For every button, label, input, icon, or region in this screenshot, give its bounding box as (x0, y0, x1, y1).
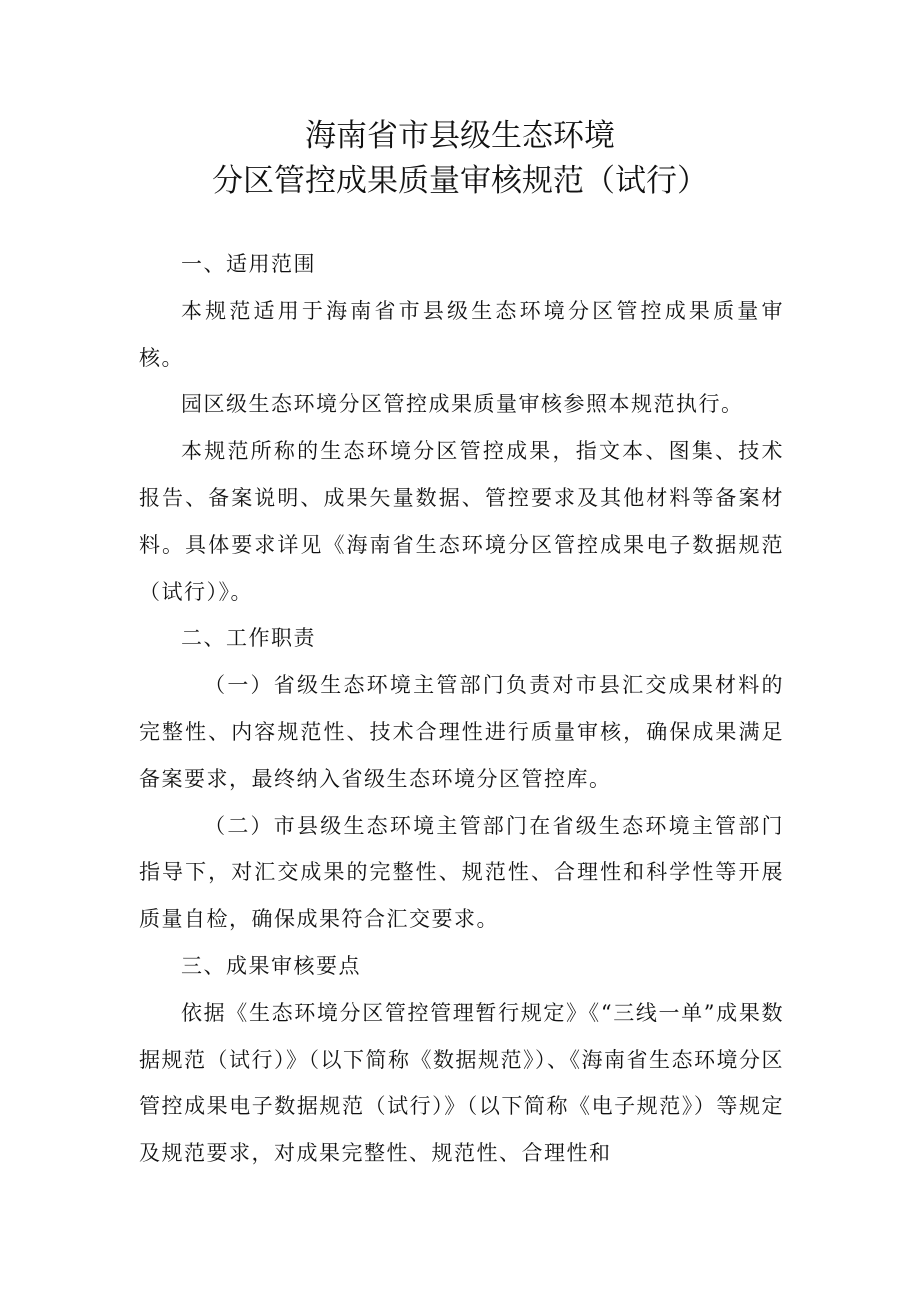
document-body (139, 241, 784, 1177)
section-heading-duties: 二、工作职责 (181, 626, 316, 651)
paragraph-sub-item-2: （二）市县级生态环境主管部门在省级生态环境主管部门指导下，对汇交成果的完整性、规范性、合理性和科学性等开展质量自检，确保成果符合汇交要求。 (139, 813, 784, 932)
section-heading-scope: 一、适用范围 (181, 252, 316, 276)
document-title-line-2: 分区管控成果质量审核规范（试行） (212, 163, 708, 199)
paragraph: 依据《生态环境分区管控管理暂行规定》《“三线一单”成果数据规范（试行）》（以下简称《数据规范》）、《海南省生态环境分区管控成果电子数据规范（试行）》（以下简称《电子规范》）等规定及规范要求，对成果完整性、规范性、合理性和 (139, 1000, 784, 1166)
paragraph: 园区级生态环境分区管控成果质量审核参照本规范执行。 (181, 392, 744, 417)
document-title-line-1: 海南省市县级生态环境 (305, 118, 615, 154)
paragraph-sub-item-1: （一）省级生态环境主管部门负责对市县汇交成果材料的完整性、内容规范性、技术合理性进行质量审核，确保成果满足备案要求，最终纳入省级生态环境分区管控库。 (139, 673, 784, 791)
paragraph: 本规范适用于海南省市县级生态环境分区管控成果质量审核。 (139, 298, 784, 370)
paragraph: 本规范所称的生态环境分区管控成果，指文本、图集、技术报告、备案说明、成果矢量数据、管控要求及其他材料等备案材料。具体要求详见《海南省生态环境分区管控成果电子数据规范（试行）》。 (139, 439, 784, 604)
section-heading-review-points: 三、成果审核要点 (181, 953, 361, 978)
